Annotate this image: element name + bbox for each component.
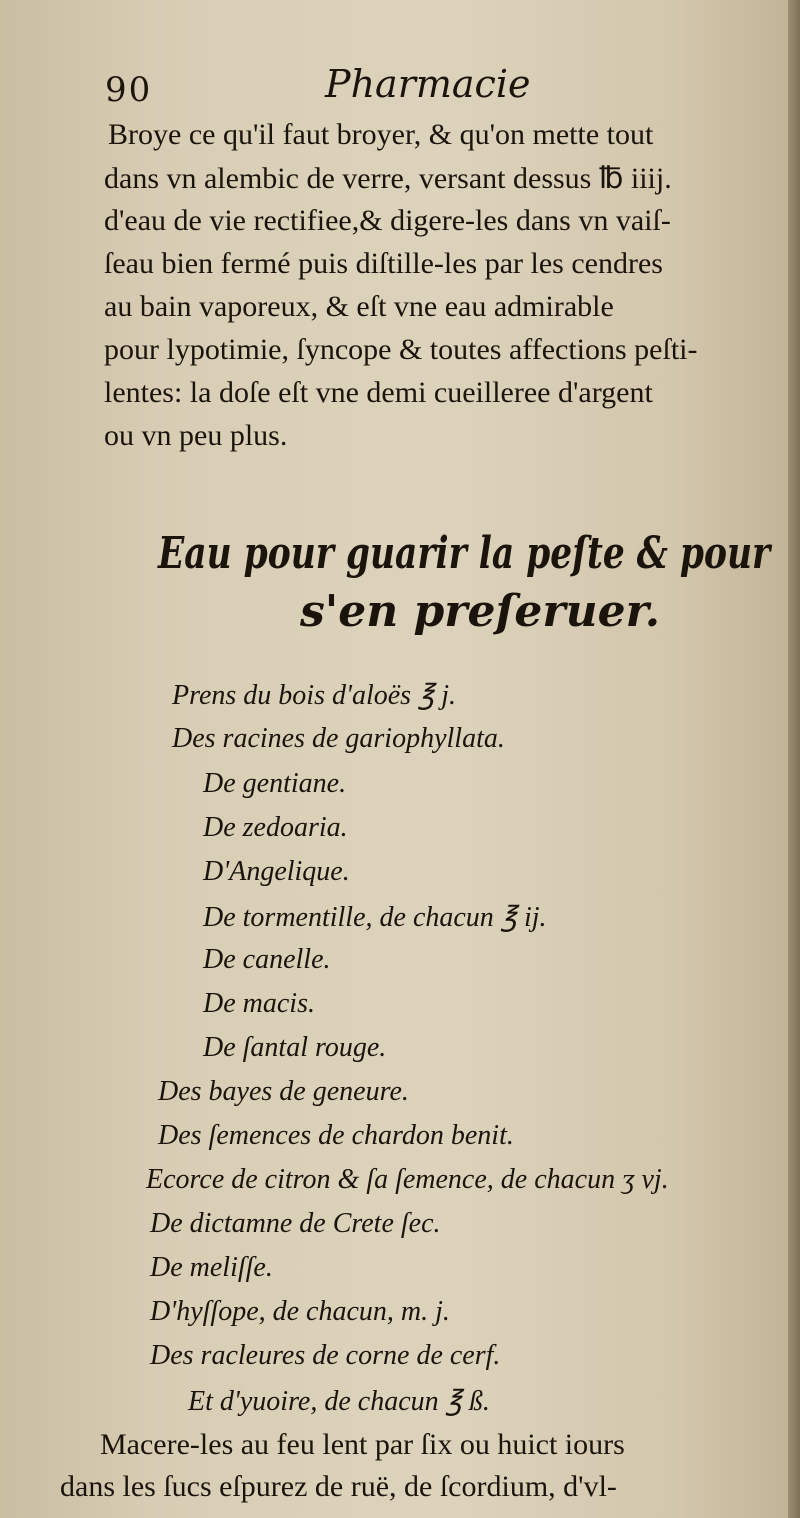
paragraph-line: pour lypotimie, ſyncope & toutes affections peſti- xyxy=(104,333,698,366)
recipe-line: Des bayes de geneure. xyxy=(158,1076,409,1107)
paragraph-line: ou vn peu plus. xyxy=(104,419,288,452)
page-number: 90 xyxy=(105,70,153,110)
paragraph-line: Broye ce qu'il faut broyer, & qu'on mette tout xyxy=(108,118,654,151)
section-heading-line: Eau pour guarir la peſte & pour xyxy=(158,528,771,579)
recipe-line: Des racleures de corne de cerf. xyxy=(150,1340,501,1371)
recipe-line: D'Angelique. xyxy=(203,856,350,887)
recipe-line: De ſantal rouge. xyxy=(203,1032,387,1063)
paragraph-line: lentes: la doſe eſt vne demi cueilleree d'argent xyxy=(104,376,653,409)
recipe-line: D'hyſſope, de chacun, m. j. xyxy=(150,1296,450,1327)
recipe-line: De gentiane. xyxy=(203,768,347,799)
closing-line: Macere-les au feu lent par ſix ou huict iours xyxy=(100,1428,625,1461)
recipe-line: Et d'yuoire, de chacun ℥ ß. xyxy=(188,1386,490,1417)
recipe-line: De zedoaria. xyxy=(203,812,348,843)
running-title: Pharmacie xyxy=(325,62,531,106)
paragraph-line: dans vn alembic de verre, versant dessus ℔ iiij. xyxy=(104,162,672,195)
recipe-line: Ecorce de citron & ſa ſemence, de chacun ʒ vj. xyxy=(146,1164,669,1195)
recipe-line: De macis. xyxy=(203,988,315,1019)
recipe-line: Des racines de gariophyllata. xyxy=(172,723,505,754)
recipe-line: De tormentille, de chacun ℥ ij. xyxy=(203,902,547,933)
paragraph-line: d'eau de vie rectifiee,& digere-les dans vn vaiſ- xyxy=(104,204,671,237)
section-heading-line: s'en preſeruer. xyxy=(300,586,661,637)
paragraph-line: au bain vaporeux, & eſt vne eau admirable xyxy=(104,290,614,323)
recipe-line: Des ſemences de chardon benit. xyxy=(158,1120,514,1151)
recipe-line: Prens du bois d'aloës ℥ j. xyxy=(172,680,457,711)
closing-line: dans les ſucs eſpurez de ruë, de ſcordium, d'vl- xyxy=(60,1470,617,1503)
recipe-line: De dictamne de Crete ſec. xyxy=(150,1208,441,1239)
recipe-line: De canelle. xyxy=(203,944,331,975)
paragraph-line: ſeau bien fermé puis diſtille-les par les cendres xyxy=(104,247,663,280)
recipe-line: De meliſſe. xyxy=(150,1252,273,1283)
page-gutter xyxy=(788,0,800,1518)
